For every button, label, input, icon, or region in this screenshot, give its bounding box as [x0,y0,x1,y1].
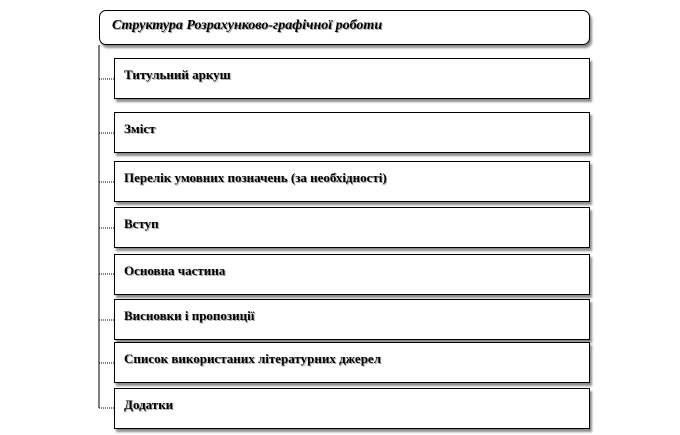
item-box-references [114,342,590,383]
item-box-symbols-list [114,161,590,202]
item-label: Висновки і пропозиції [124,308,255,323]
item-box-title-page [114,58,590,99]
item-label: Титульний аркуш [124,67,231,82]
diagram-title: Структура Розрахунково-графічної роботи [112,18,383,33]
item-label: Перелік умовних позначень (за необхідності) [124,170,387,185]
diagram-title-box [99,10,590,45]
item-label: Список використаних літературних джерел [124,351,381,366]
item-box-main-part [114,254,590,295]
item-box-conclusions [114,299,590,340]
item-label: Зміст [124,121,156,136]
item-label: Основна частина [124,263,226,278]
item-box-appendices [114,388,590,429]
item-box-contents [114,112,590,153]
item-label: Додатки [124,397,174,412]
item-box-introduction [114,207,590,248]
item-label: Вступ [124,216,159,231]
